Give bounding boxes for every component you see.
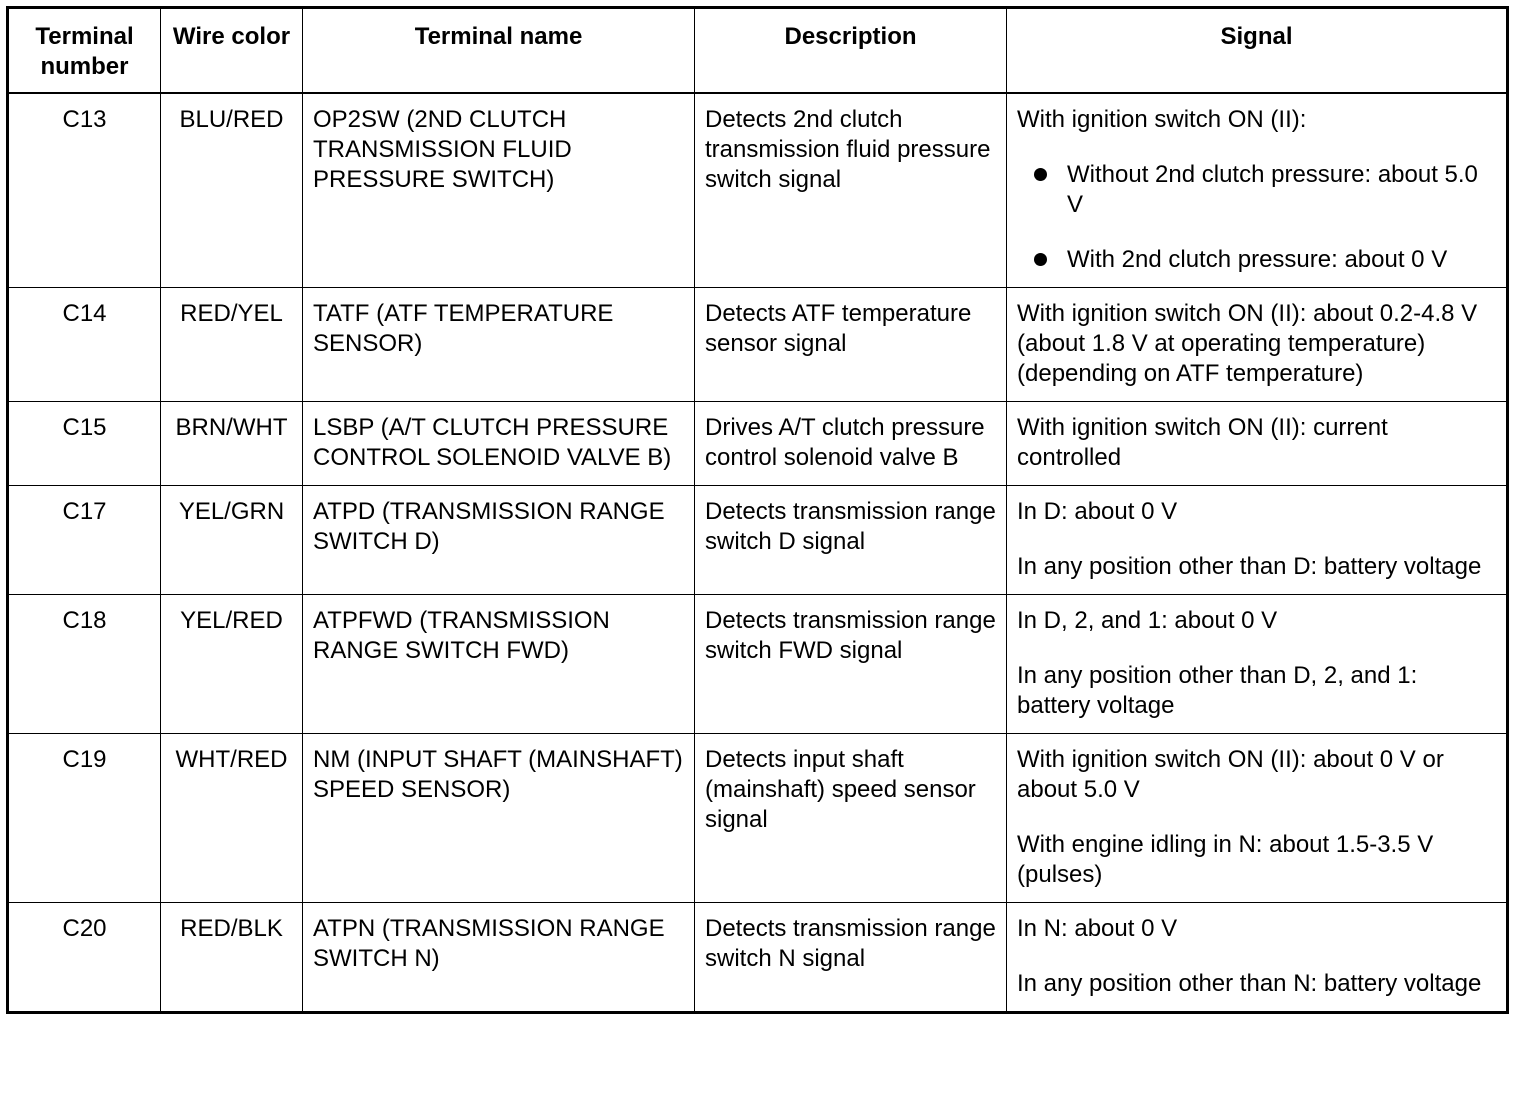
signal-bullet-text: Without 2nd clutch pressure: about 5.0 V xyxy=(1067,161,1478,218)
signal-text: With ignition switch ON (II): about 0.2-4.8 V (about 1.8 V at operating temperature) (depending on ATF temperature) xyxy=(1017,300,1478,387)
table-row xyxy=(8,486,1508,595)
terminal-name-cell: OP2SW (2ND CLUTCH TRANSMISSION FLUID PRESSURE SWITCH) xyxy=(303,93,695,288)
header-terminal-name: Terminal name xyxy=(303,8,695,94)
wire-color-cell: WHT/RED xyxy=(161,734,303,903)
signal-text: In any position other than D, 2, and 1: battery voltage xyxy=(1017,662,1418,719)
signal-cell xyxy=(1007,486,1508,595)
description-cell: Detects input shaft (mainshaft) speed sensor signal xyxy=(695,734,1007,903)
terminal-number-cell: C13 xyxy=(8,93,161,288)
signal-cell xyxy=(1007,734,1508,903)
signal-text: In any position other than N: battery voltage xyxy=(1017,970,1482,997)
table-row xyxy=(8,93,1508,288)
terminal-name-cell: ATPN (TRANSMISSION RANGE SWITCH N) xyxy=(303,903,695,1013)
terminal-name-cell: TATF (ATF TEMPERATURE SENSOR) xyxy=(303,288,695,402)
signal-text: With ignition switch ON (II): current controlled xyxy=(1017,414,1388,471)
header-wire-color: Wire color xyxy=(161,8,303,94)
table-row xyxy=(8,288,1508,402)
wire-color-cell: YEL/RED xyxy=(161,595,303,734)
signal-bullet-list xyxy=(1017,160,1496,275)
table-row xyxy=(8,734,1508,903)
wire-color-cell: RED/BLK xyxy=(161,903,303,1013)
header-terminal-number: Terminal number xyxy=(8,8,161,94)
bullet-icon xyxy=(1034,168,1047,181)
wire-color-cell: BRN/WHT xyxy=(161,402,303,486)
table-row xyxy=(8,903,1508,1013)
bullet-icon xyxy=(1034,253,1047,266)
terminal-name-cell: ATPFWD (TRANSMISSION RANGE SWITCH FWD) xyxy=(303,595,695,734)
terminal-number-cell: C18 xyxy=(8,595,161,734)
signal-bullet-text: With 2nd clutch pressure: about 0 V xyxy=(1067,246,1448,273)
wire-color-cell: RED/YEL xyxy=(161,288,303,402)
header-description: Description xyxy=(695,8,1007,94)
wire-color-cell: YEL/GRN xyxy=(161,486,303,595)
description-cell: Detects ATF temperature sensor signal xyxy=(695,288,1007,402)
signal-text: With ignition switch ON (II): xyxy=(1017,106,1307,133)
description-cell: Detects transmission range switch D signal xyxy=(695,486,1007,595)
signal-bullet-item xyxy=(1017,245,1496,275)
terminal-table xyxy=(6,6,1509,1014)
terminal-number-cell: C19 xyxy=(8,734,161,903)
description-cell: Detects transmission range switch N signal xyxy=(695,903,1007,1013)
header-row xyxy=(8,8,1508,94)
signal-cell xyxy=(1007,93,1508,288)
signal-text: In N: about 0 V xyxy=(1017,915,1178,942)
signal-text: With ignition switch ON (II): about 0 V or about 5.0 V xyxy=(1017,746,1444,803)
terminal-name-cell: NM (INPUT SHAFT (MAINSHAFT) SPEED SENSOR) xyxy=(303,734,695,903)
signal-cell xyxy=(1007,595,1508,734)
signal-text: In D: about 0 V xyxy=(1017,498,1178,525)
description-cell: Drives A/T clutch pressure control solenoid valve B xyxy=(695,402,1007,486)
signal-cell xyxy=(1007,402,1508,486)
signal-bullet-item xyxy=(1017,160,1496,220)
signal-text: With engine idling in N: about 1.5-3.5 V (pulses) xyxy=(1017,831,1434,888)
signal-text: In D, 2, and 1: about 0 V xyxy=(1017,607,1278,634)
terminal-number-cell: C15 xyxy=(8,402,161,486)
terminal-number-cell: C17 xyxy=(8,486,161,595)
signal-cell xyxy=(1007,903,1508,1013)
description-cell: Detects 2nd clutch transmission fluid pressure switch signal xyxy=(695,93,1007,288)
wire-color-cell: BLU/RED xyxy=(161,93,303,288)
terminal-name-cell: ATPD (TRANSMISSION RANGE SWITCH D) xyxy=(303,486,695,595)
header-signal: Signal xyxy=(1007,8,1508,94)
description-cell: Detects transmission range switch FWD signal xyxy=(695,595,1007,734)
table-row xyxy=(8,402,1508,486)
signal-cell xyxy=(1007,288,1508,402)
table-row xyxy=(8,595,1508,734)
terminal-number-cell: C20 xyxy=(8,903,161,1013)
terminal-number-cell: C14 xyxy=(8,288,161,402)
signal-text: In any position other than D: battery voltage xyxy=(1017,553,1482,580)
terminal-name-cell: LSBP (A/T CLUTCH PRESSURE CONTROL SOLENOID VALVE B) xyxy=(303,402,695,486)
